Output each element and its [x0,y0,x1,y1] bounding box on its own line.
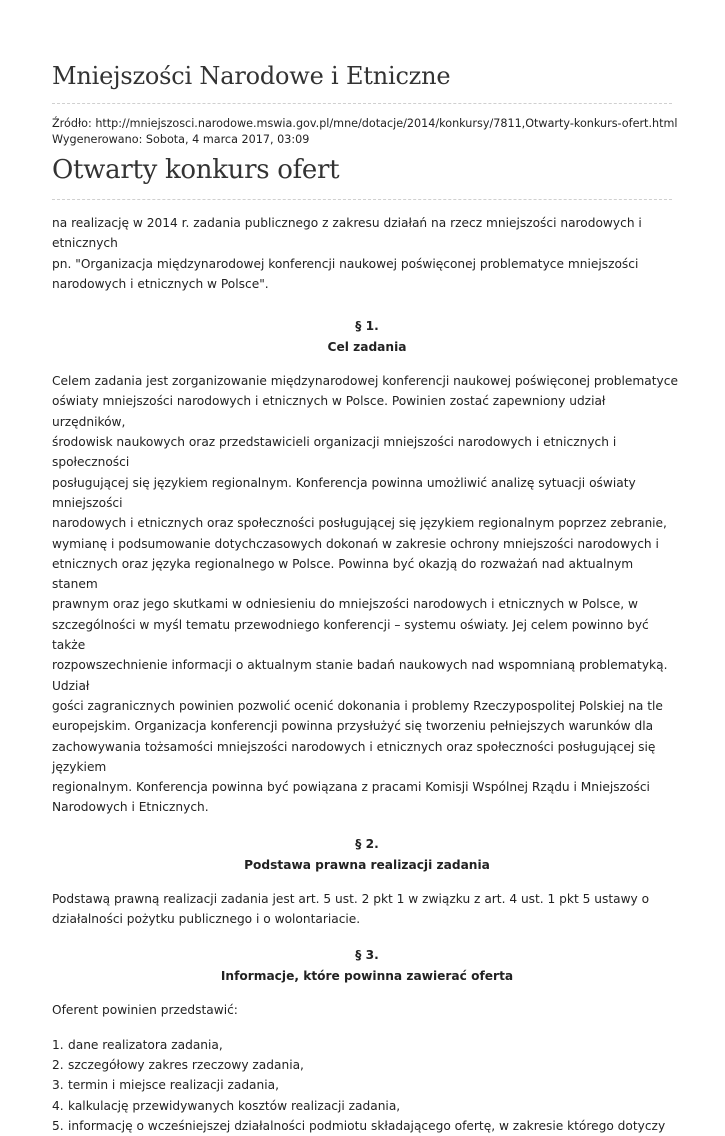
section-number: § 1. [355,319,379,334]
text-line: prawnym oraz jego skutkami w odniesieniu do mniejszości narodowych i etnicznych w Polsce, w [52,597,638,612]
section-paragraph [52,889,682,930]
intro-paragraph [52,213,682,294]
list-number: 1. [52,1037,64,1052]
section-number: § 2. [355,836,379,851]
list-text: informację o wcześniejszej działalności podmiotu składającego ofertę, w zakresie którego dotyczy [68,1118,666,1133]
text-line: Narodowych i Etnicznych. [52,800,209,815]
list-item [52,1035,682,1055]
list-lead: Oferent powinien przedstawić: [52,1003,238,1018]
text-line: oświaty mniejszości narodowych i etnicznych w Polsce. Powinien zostać zapewniony udział urzędników, [52,394,606,429]
section-paragraph [52,371,682,818]
list-item [52,1096,682,1116]
text-line: europejskim. Organizacja konferencji powinna przysłużyć się tworzeniu pełniejszych warunków dla [52,719,654,734]
text-line: posługującej się językiem regionalnym. Konferencja powinna umożliwić analizę sytuacji oświaty mniejszości [52,475,636,510]
list-number: 2. [52,1057,64,1072]
text-line: na realizację w 2014 r. zadania publicznego z zakresu działań na rzecz mniejszości narodowych i etnicznych [52,216,642,251]
source-url: Źródło: http://mniejszosci.narodowe.mswia.gov.pl/mne/dotacje/2014/konkursy/7811,Otwarty-konkurs-ofert.html [52,117,678,130]
list-number: 3. [52,1078,64,1093]
site-title: Mniejszości Narodowe i Etniczne [52,62,451,90]
list-item [52,1055,682,1075]
text-line: pn. "Organizacja międzynarodowej konferencji naukowej poświęconej problematyce mniejszości [52,256,639,271]
divider [52,199,672,200]
list-text: kalkulację przewidywanych kosztów realizacji zadania, [68,1098,401,1113]
document-meta [52,116,678,148]
generated-date: Wygenerowano: Sobota, 4 marca 2017, 03:09 [52,133,310,146]
text-line: Celem zadania jest zorganizowanie międzynarodowej konferencji naukowej poświęconej problematyce [52,374,678,389]
text-line: etnicznych oraz języka regionalnego w Polsce. Powinna być okazją do rozważań nad aktualnym stanem [52,556,634,592]
list-text: dane realizatora zadania, [68,1037,223,1052]
document-body [52,213,682,1136]
text-line: narodowych i etnicznych oraz społeczności posługującej się językiem regionalnym poprzez zebranie, [52,516,667,531]
text-line: działalności pożytku publicznego i o wolontariacie. [52,912,361,927]
list-text: szczegółowy zakres rzeczowy zadania, [68,1057,304,1072]
text-line: zachowywania tożsamości mniejszości narodowych i etnicznych oraz społeczności posługującej się językiem [52,739,656,774]
list-item [52,1075,682,1095]
text-line: szczególności w myśl tematu przewodniego konferencji – systemu oświaty. Jej celem powinno być także [52,617,649,653]
list-number: 5. [52,1118,64,1133]
list-item [52,1116,682,1136]
text-line: regionalnym. Konferencja powinna być powiązana z pracami Komisji Wspólnej Rządu i Mniejszości [52,780,650,795]
section-title: Podstawa prawna realizacji zadania [244,857,490,872]
section-heading [52,316,682,358]
text-line: narodowych i etnicznych w Polsce". [52,276,269,291]
document-title: Otwarty konkurs ofert [52,155,340,185]
text-line: rozpowszechnienie informacji o aktualnym stanie badań naukowych nad wspomnianą problematyką. Udział [52,658,668,693]
offer-requirements-list [52,1035,682,1136]
section-number: § 3. [355,948,379,963]
text-line: gości zagranicznych powinien pozwolić ocenić dokonania i problemy Rzeczypospolitej Polskiej na tle [52,698,663,713]
list-text: termin i miejsce realizacji zadania, [68,1078,279,1093]
divider [52,103,672,104]
section-heading [52,945,682,987]
text-line: wymianę i podsumowanie dotychczasowych dokonań w zakresie ochrony mniejszości narodowych i [52,536,659,551]
section-title: Informacje, które powinna zawierać oferta [220,969,514,984]
section-heading [52,834,682,876]
list-number: 4. [52,1098,64,1113]
text-line: Podstawą prawną realizacji zadania jest art. 5 ust. 2 pkt 1 w związku z art. 4 ust. 1 pkt 5 ustawy o [52,891,650,906]
text-line: środowisk naukowych oraz przedstawicieli organizacji mniejszości narodowych i etnicznych i społeczności [52,435,617,470]
section-title: Cel zadania [327,340,407,355]
